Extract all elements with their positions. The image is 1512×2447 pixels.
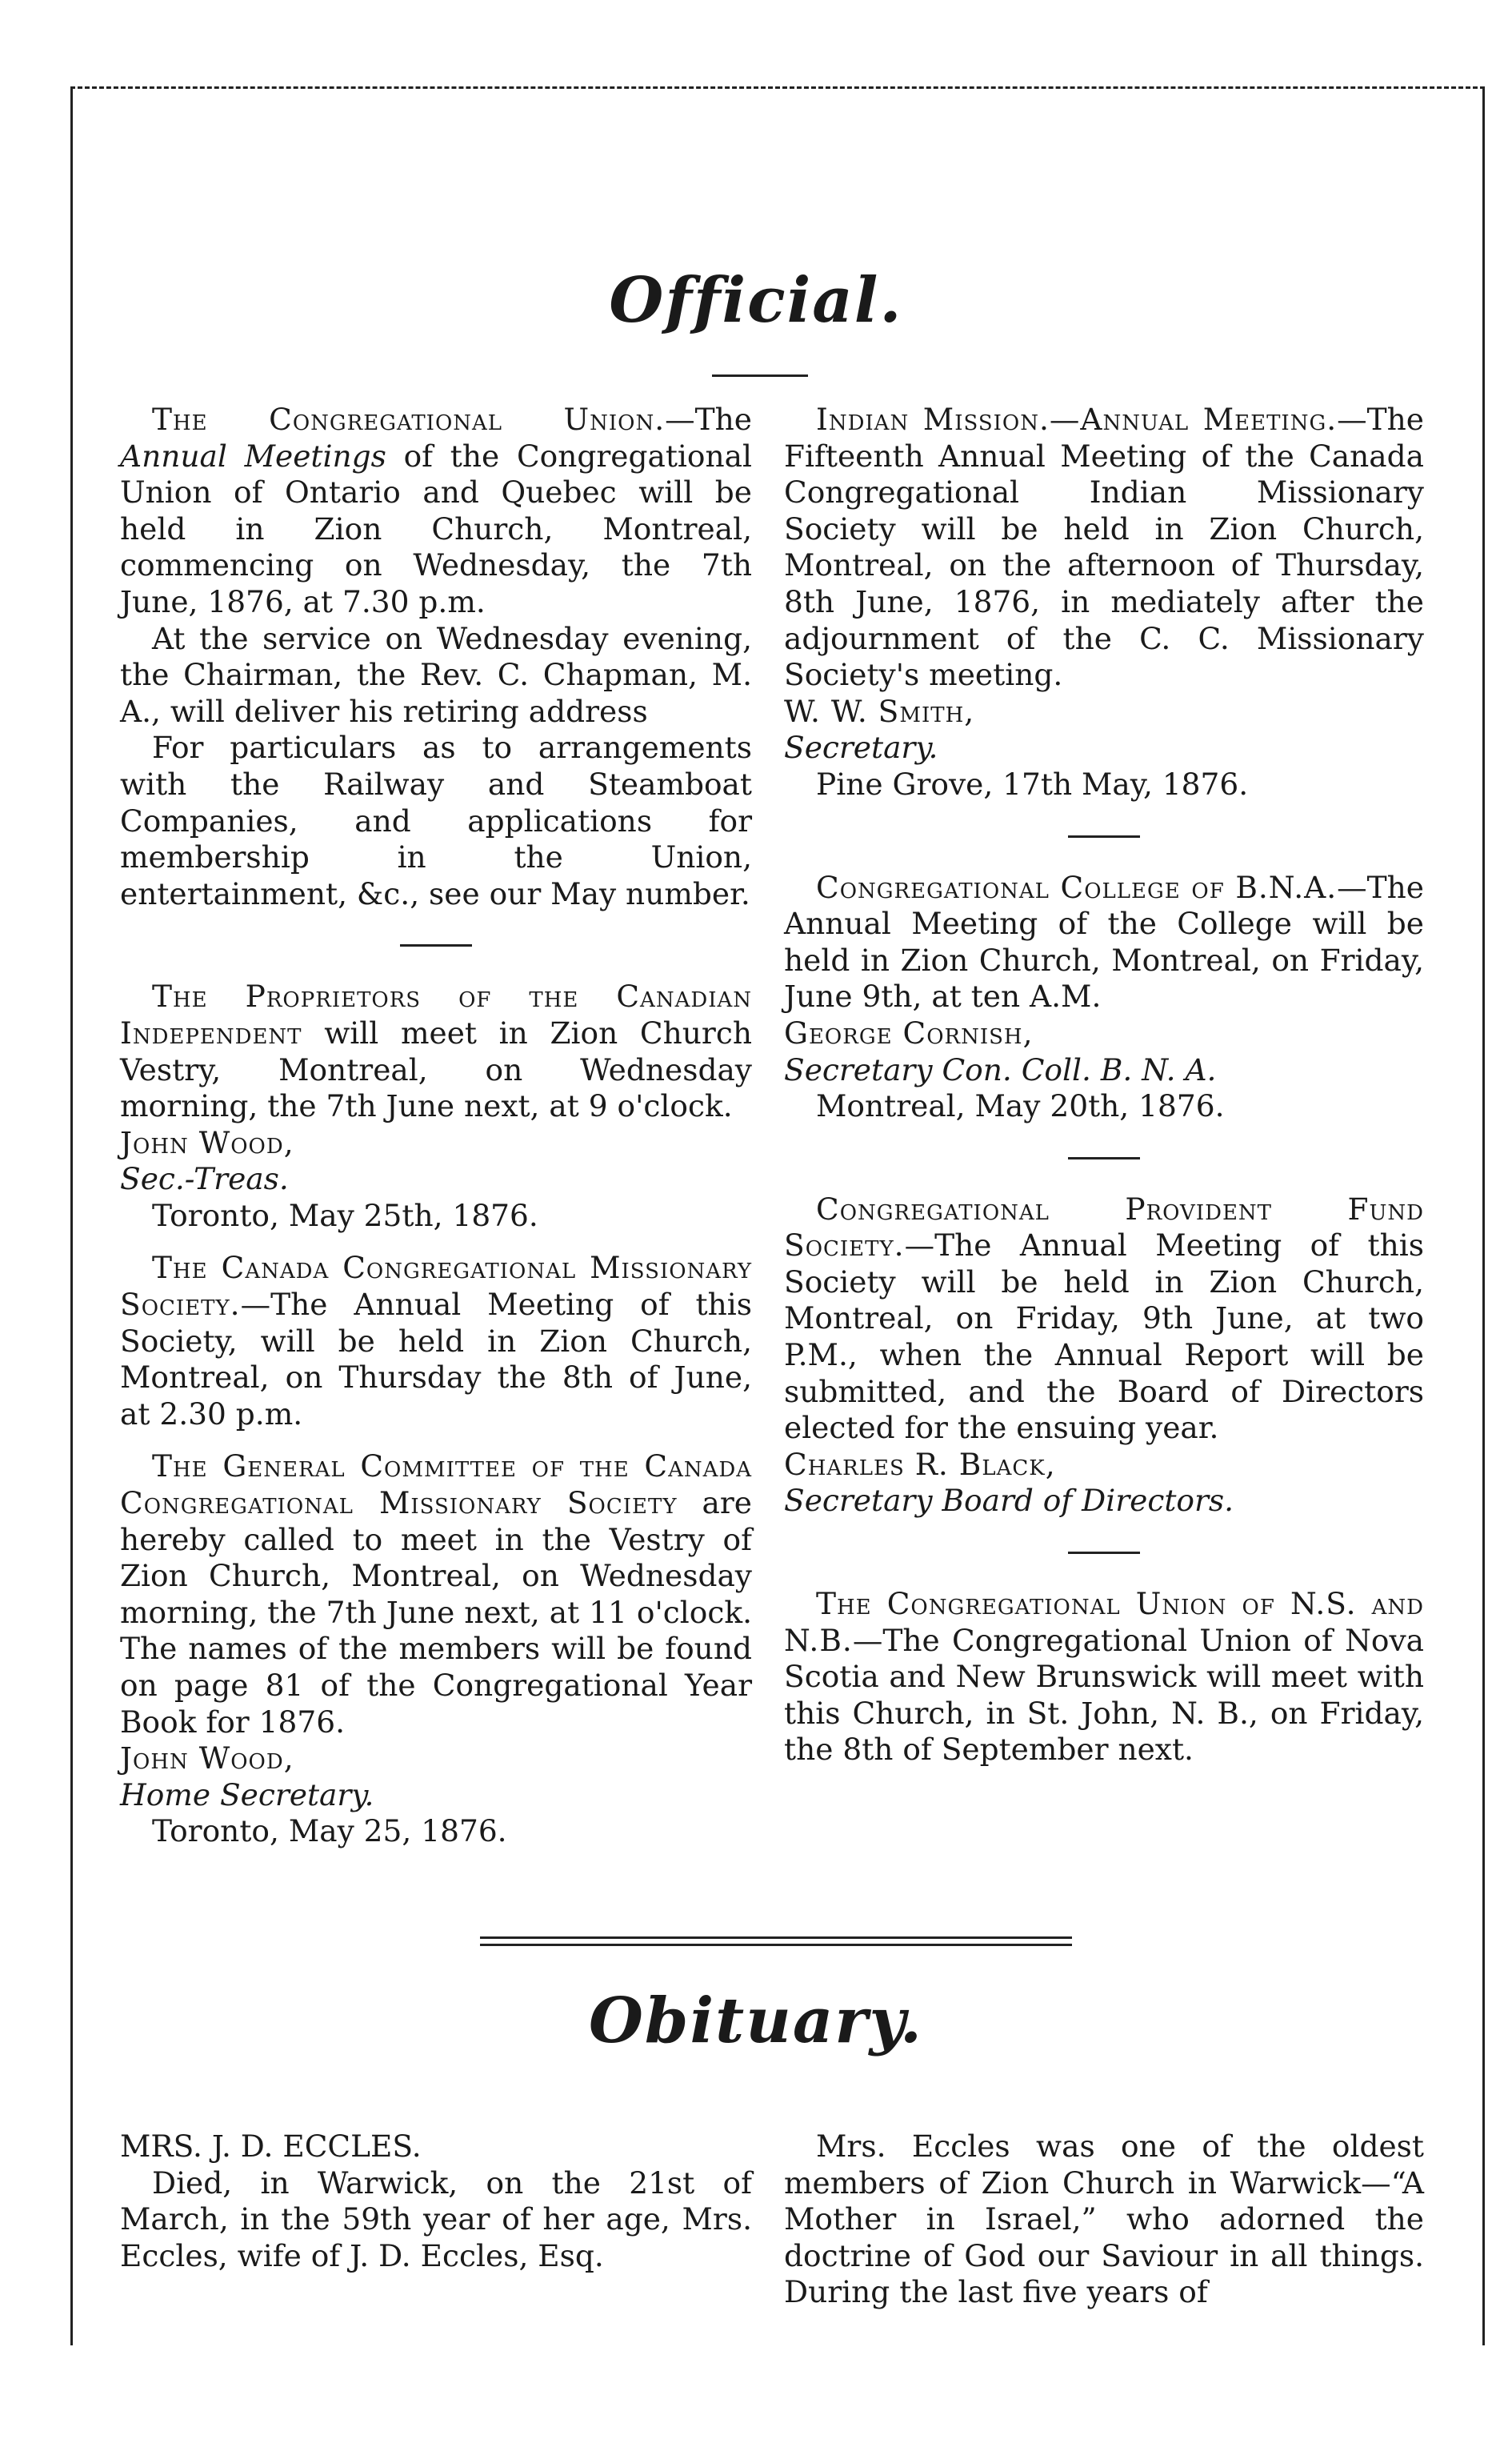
separator bbox=[1068, 835, 1140, 838]
notice-provident-fund bbox=[784, 1191, 1424, 1520]
obituary-text: Mrs. Eccles was one of the oldest members of Zion Church in Warwick—“A Mother in Israel,” who adorned the doctrine of God our Saviour in all things. During the last five years of bbox=[784, 2129, 1424, 2310]
notice-missionary-society bbox=[120, 1250, 752, 1432]
notice-title: Congregational Provident Fund Society. bbox=[784, 1191, 1424, 1264]
notice-body: —The Congregational Union of Nova Scotia and New Brunswick will meet with this Church, in St. John, N. B., on Friday, the 8th of September next. bbox=[784, 1622, 1424, 1768]
official-right-column bbox=[784, 402, 1424, 1768]
signature-title: Secretary Con. Coll. B. N. A. bbox=[784, 1051, 1217, 1087]
notice-body: will meet in Zion Church Vestry, Montreal, on Wednesday morning, the 7th June next, at 9 o'clock. bbox=[120, 1015, 752, 1124]
notice-college bbox=[784, 870, 1424, 1125]
signature-title: Secretary. bbox=[784, 730, 938, 766]
signature-name: Charles R. Black, bbox=[784, 1446, 1056, 1482]
notice-body: —The Annual Meeting of the College will be held in Zion Church, Montreal, on Friday, June 9th, at ten A.M. bbox=[784, 869, 1424, 1015]
obituary-heading: Obituary. bbox=[588, 1984, 924, 2057]
obituary-text: Died, in Warwick, on the 21st of March, in the 59th year of her age, Mrs. Eccles, wife of J. D. Eccles, Esq. bbox=[120, 2165, 752, 2273]
obituary-name: MRS. J. D. ECCLES. bbox=[120, 2129, 422, 2164]
notice-title: The Congregational Union. bbox=[152, 402, 666, 437]
notice-title: The General Committee of the Canada Congregational Missionary Society bbox=[120, 1448, 752, 1521]
signature-name: George Cornish, bbox=[784, 1015, 1034, 1051]
notice-title: The Canada Congregational Missionary Society. bbox=[120, 1250, 752, 1323]
notice-body: of the Congregational Union of Ontario and Quebec will be held in Zion Church, Montreal, commencing on Wednesday, the 7th June, 1876, at 7.30 p.m. bbox=[120, 438, 752, 619]
section-double-rule bbox=[480, 1936, 1072, 1946]
notice-date: Toronto, May 25th, 1876. bbox=[152, 1197, 538, 1233]
heading-rule bbox=[712, 374, 808, 377]
notice-title: Indian Mission.—Annual Meeting. bbox=[816, 402, 1338, 437]
separator bbox=[1068, 1157, 1140, 1159]
notice-title: The Congregational Union of N.S. and N.B. bbox=[784, 1586, 1424, 1658]
signature-name: W. W. Smith, bbox=[784, 693, 975, 729]
notice-general-committee bbox=[120, 1448, 752, 1850]
notice-title: Congregational College of B.N.A. bbox=[816, 869, 1338, 905]
notice-title: The Proprietors of the Canadian Independent bbox=[120, 979, 752, 1051]
notice-paragraph: For particulars as to arrangements with the Railway and Steamboat Companies, and applications for membership in the Union, entertainment, &c., see our May number. bbox=[120, 730, 752, 911]
notice-date: Toronto, May 25, 1876. bbox=[152, 1813, 507, 1849]
notice-proprietors bbox=[120, 979, 752, 1234]
notice-body: —The Annual Meeting of this Society, will be held in Zion Church, Montreal, on Thursday the 8th of June, at 2.30 p.m. bbox=[120, 1287, 752, 1432]
notice-emphasis: Annual Meetings bbox=[120, 438, 386, 474]
notice-body: are hereby called to meet in the Vestry of Zion Church, Montreal, on Wednesday morning, the 7th June next, at 11 o'clock. The names of the members will be found on page 81 of the Congregational Year Book for 1876. bbox=[120, 1485, 752, 1740]
notice-body: —The bbox=[665, 402, 752, 437]
notice-date: Montreal, May 20th, 1876. bbox=[816, 1088, 1225, 1124]
official-heading: Official. bbox=[609, 264, 903, 337]
obituary-right-column bbox=[784, 2129, 1424, 2311]
notice-body: —The Annual Meeting of this Society will be held in Zion Church, Montreal, on Friday, 9th June, at two P.M., when the Annual Report will be submitted, and the Board of Directors elected for the ensuing year. bbox=[784, 1228, 1424, 1446]
notice-body: —The Fifteenth Annual Meeting of the Canada Congregational Indian Missionary Society will be held in Zion Church, Montreal, on the afternoon of Thursday, 8th June, 1876, in mediately after the adjournment of the C. C. Missionary Society's meeting. bbox=[784, 402, 1424, 693]
notice-paragraph: At the service on Wednesday evening, the Chairman, the Rev. C. Chapman, M. A., will deliver his retiring address bbox=[120, 620, 752, 729]
notice-date: Pine Grove, 17th May, 1876. bbox=[816, 766, 1249, 802]
obituary-left-column bbox=[120, 2129, 752, 2274]
signature-title: Secretary Board of Directors. bbox=[784, 1483, 1234, 1519]
notice-congregational-union bbox=[120, 402, 752, 912]
separator bbox=[400, 944, 472, 947]
official-left-column bbox=[120, 402, 752, 1850]
notice-indian-mission bbox=[784, 402, 1424, 803]
separator bbox=[1068, 1552, 1140, 1554]
signature-name: John Wood, bbox=[120, 1740, 294, 1776]
signature-title: Home Secretary. bbox=[120, 1776, 374, 1812]
signature-title: Sec.-Treas. bbox=[120, 1161, 289, 1197]
notice-union-ns-nb bbox=[784, 1586, 1424, 1768]
signature-name: John Wood, bbox=[120, 1124, 294, 1160]
